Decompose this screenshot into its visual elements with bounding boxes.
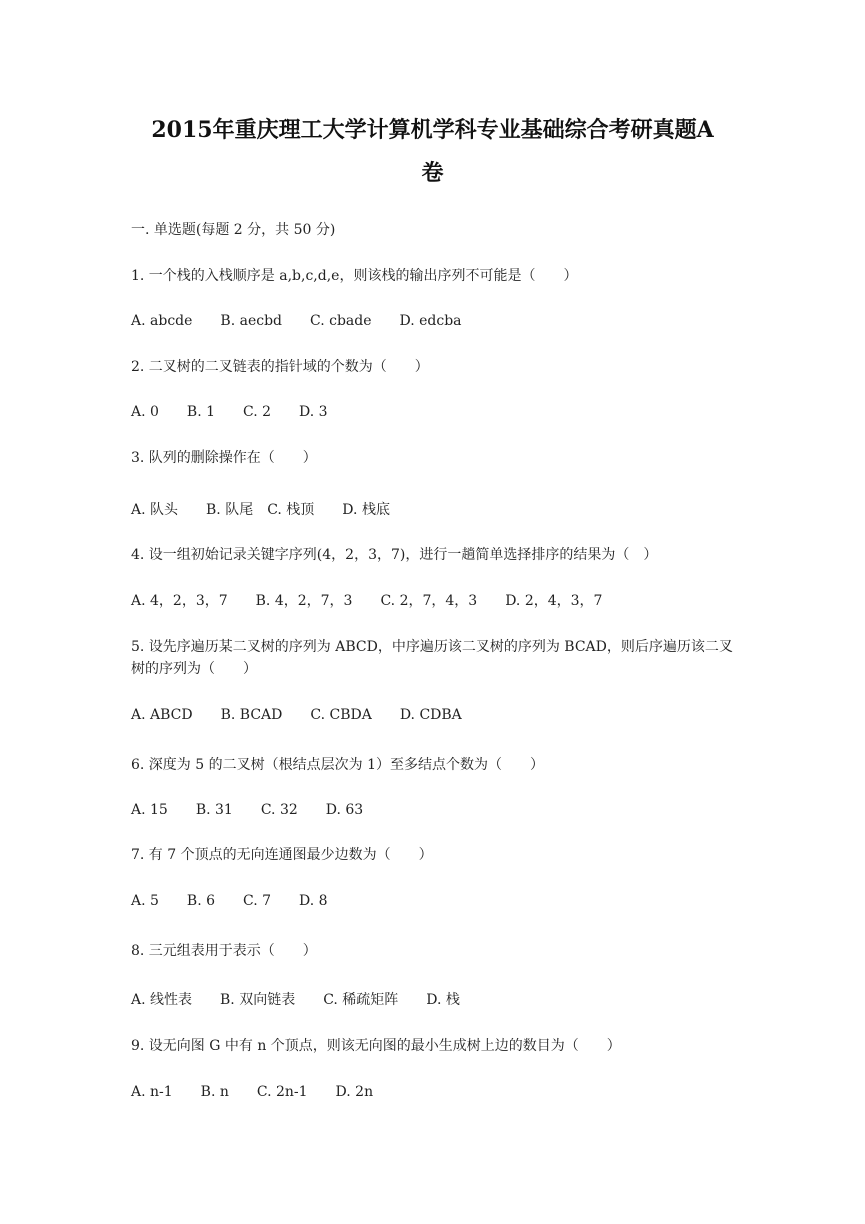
question-4-stem: 4. 设一组初始记录关键字序列(4，2，3，7)，进行一趟简单选择排序的结果为（ ）	[131, 547, 658, 563]
question-1-options: A. abcde B. aecbd C. cbade D. edcba	[131, 313, 462, 329]
question-1-stem: 1. 一个栈的入栈顺序是 a,b,c,d,e，则该栈的输出序列不可能是（ ）	[131, 268, 578, 284]
question-3-stem: 3. 队列的删除操作在（ ）	[131, 450, 317, 466]
page-title-line-1: 2015年重庆理工大学计算机学科专业基础综合考研真题A	[151, 117, 714, 143]
question-3-options: A. 队头 B. 队尾 C. 栈顶 D. 栈底	[131, 502, 390, 518]
question-2-stem: 2. 二叉树的二叉链表的指针域的个数为（ ）	[131, 359, 429, 375]
question-6-options: A. 15 B. 31 C. 32 D. 63	[131, 802, 364, 818]
question-7-stem: 7. 有 7 个顶点的无向连通图最少边数为（ ）	[131, 847, 433, 863]
question-8-options: A. 线性表 B. 双向链表 C. 稀疏矩阵 D. 栈	[131, 992, 460, 1008]
question-4-options: A. 4，2，3，7 B. 4，2，7，3 C. 2，7，4，3 D. 2，4，3，7	[131, 593, 603, 609]
question-9-options: A. n-1 B. n C. 2n-1 D. 2n	[131, 1084, 374, 1100]
question-2-options: A. 0 B. 1 C. 2 D. 3	[131, 404, 328, 420]
question-8-stem: 8. 三元组表用于表示（ ）	[131, 943, 317, 959]
question-7-options: A. 5 B. 6 C. 7 D. 8	[131, 893, 328, 909]
section-heading: 一. 单选题(每题 2 分，共 50 分)	[131, 222, 336, 238]
question-9-stem: 9. 设无向图 G 中有 n 个顶点，则该无向图的最小生成树上边的数目为（ ）	[131, 1038, 621, 1054]
question-5-options: A. ABCD B. BCAD C. CBDA D. CDBA	[131, 707, 462, 723]
question-6-stem: 6. 深度为 5 的二叉树（根结点层次为 1）至多结点个数为（ ）	[131, 757, 544, 773]
question-5-stem: 5. 设先序遍历某二叉树的序列为 ABCD，中序遍历该二叉树的序列为 BCAD，则后序遍历该二叉树的序列为（ ）	[131, 639, 733, 677]
page-title-line-2: 卷	[421, 160, 444, 186]
